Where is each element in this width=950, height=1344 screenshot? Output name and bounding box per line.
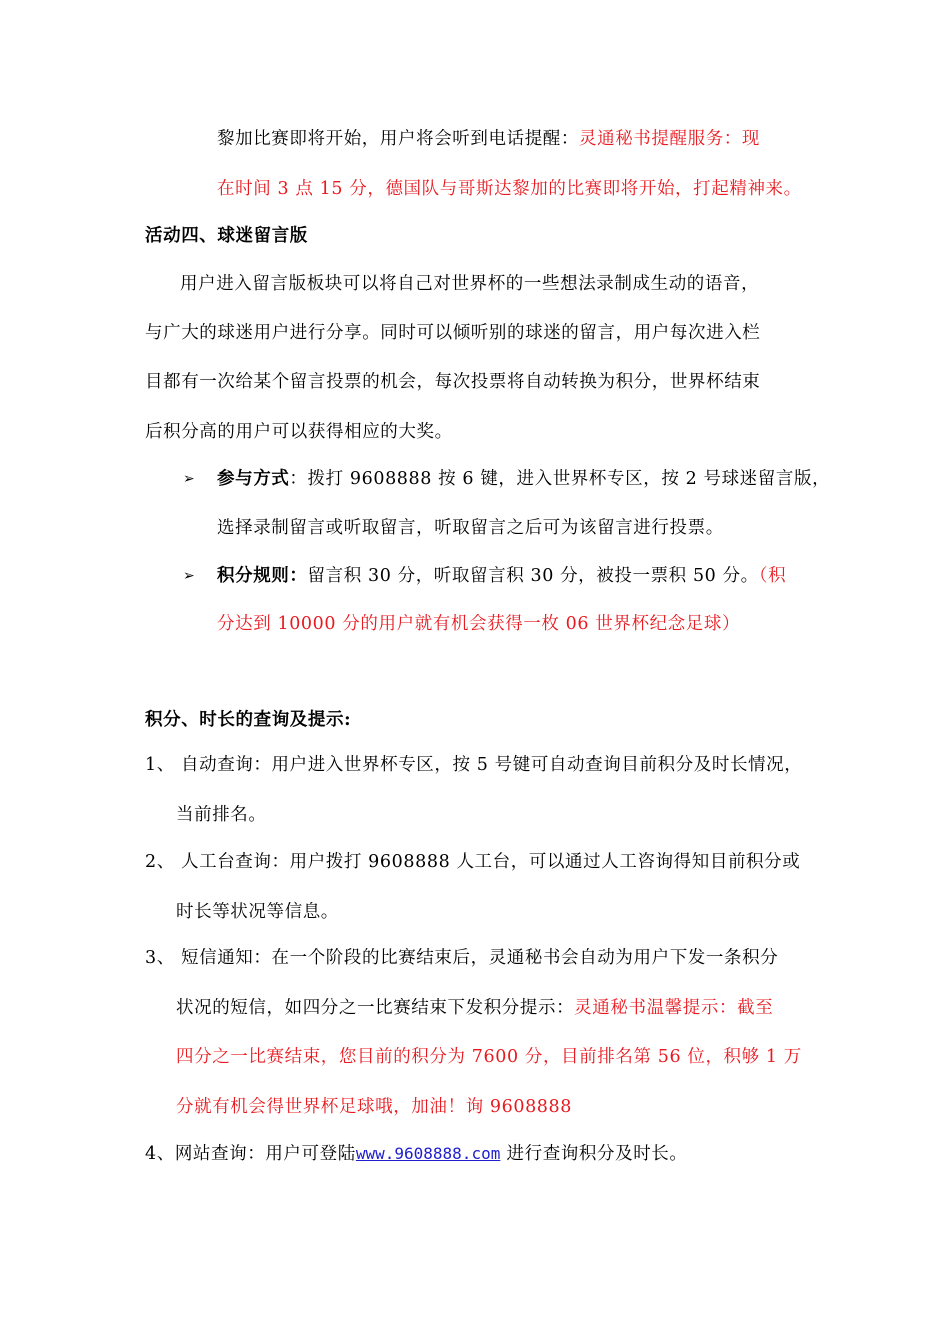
- query-item3-line-1: 3、 短信通知：在一个阶段的比赛结束后，灵通秘书会自动为用户下发一条积分: [145, 948, 779, 968]
- bullet2-note: （积: [758, 566, 787, 586]
- query-item1-line-2: 当前排名。: [176, 805, 267, 825]
- activity4-heading: 活动四、球迷留言版: [145, 226, 308, 246]
- query-item4-suffix: 进行查询积分及时长。: [500, 1144, 688, 1164]
- bullet1-label: 参与方式: [217, 469, 290, 489]
- activity4-para-line-4: 后积分高的用户可以获得相应的大奖。: [145, 422, 453, 442]
- bullet1-line-2: 选择录制留言或听取留言，听取留言之后可为该留言进行投票。: [217, 518, 724, 538]
- query-item3-line-2: [176, 996, 773, 1020]
- top-para-text: 黎加比赛即将开始，用户将会听到电话提醒：: [217, 129, 579, 149]
- bullet2-line-1: [217, 564, 786, 588]
- query-item3-text: 状况的短信，如四分之一比赛结束下发积分提示：: [176, 998, 575, 1018]
- reminder-service-text: 灵通秘书提醒服务：现: [579, 129, 760, 149]
- query-item2-line-2: 时长等状况等信息。: [176, 902, 339, 922]
- top-para-line-2: 在时间 3 点 15 分，德国队与哥斯达黎加的比赛即将开始，打起精神来。: [217, 179, 802, 199]
- bullet2-label: 积分规则：: [217, 566, 308, 586]
- query-heading: 积分、时长的查询及提示:: [145, 710, 352, 730]
- query-item3-line-4: 分就有机会得世界杯足球哦，加油！询 9608888: [176, 1097, 572, 1117]
- bullet1-line-1: [217, 467, 830, 491]
- bullet2-text: 留言积 30 分，听取留言积 30 分，被投一票积 50 分。: [307, 566, 759, 586]
- query-item1-line-1: 1、 自动查询：用户进入世界杯专区，按 5 号键可自动查询目前积分及时长情况，: [145, 755, 803, 775]
- bullet2-line-2: 分达到 10000 分的用户就有机会获得一枚 06 世界杯纪念足球）: [217, 614, 741, 634]
- website-link[interactable]: www.9608888.com: [355, 1144, 501, 1163]
- activity4-para-line-2: 与广大的球迷用户进行分享。同时可以倾听别的球迷的留言，用户每次进入栏: [145, 323, 761, 343]
- bullet-arrow-icon: ➢: [183, 568, 195, 584]
- activity4-para-line-1: 用户进入留言版板块可以将自己对世界杯的一些想法录制成生动的语音，: [180, 274, 760, 294]
- query-item3-line-3: 四分之一比赛结束，您目前的积分为 7600 分，目前排名第 56 位，积够 1 万: [176, 1047, 802, 1067]
- top-para-line-1: [217, 127, 760, 151]
- bullet-arrow-icon: ➢: [183, 471, 195, 487]
- activity4-para-line-3: 目都有一次给某个留言投票的机会，每次投票将自动转换为积分，世界杯结束: [145, 372, 761, 392]
- sms-tip-text: 灵通秘书温馨提示：截至: [574, 998, 774, 1018]
- bullet1-text: ：拨打 9608888 按 6 键，进入世界杯专区，按 2 号球迷留言版，: [289, 469, 831, 489]
- query-item2-line-1: 2、 人工台查询：用户拨打 9608888 人工台，可以通过人工咨询得知目前积分或: [145, 852, 801, 872]
- query-item4-line: [145, 1142, 688, 1166]
- query-item4-prefix: 4、网站查询：用户可登陆: [145, 1144, 356, 1164]
